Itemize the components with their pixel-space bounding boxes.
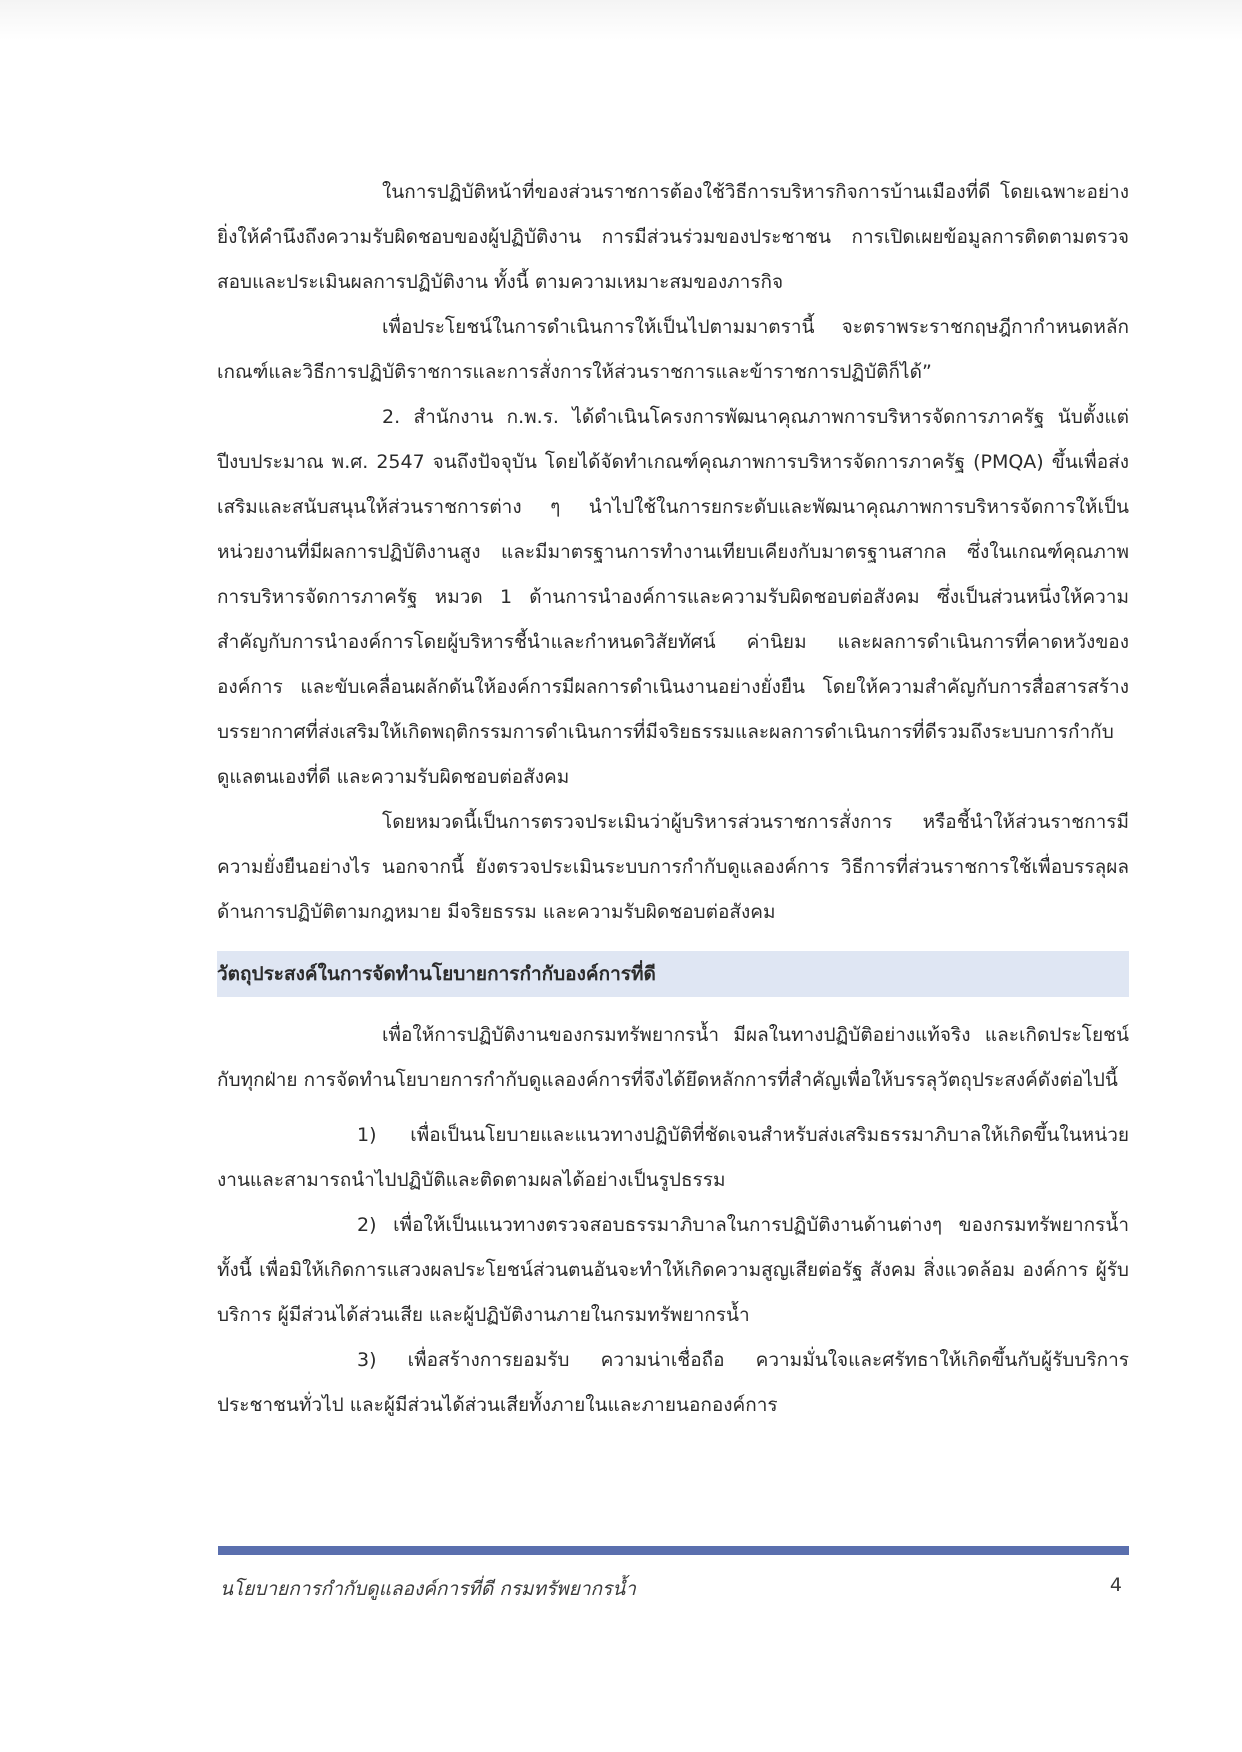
document-body xyxy=(217,170,1129,1428)
section-heading-objectives: วัตถุประสงค์ในการจัดทำนโยบายการกำกับองค์การที่ดี xyxy=(217,951,1129,997)
paragraph-governance-duty: ในการปฏิบัติหน้าที่ของส่วนราชการต้องใช้วิธีการบริหารกิจการบ้านเมืองที่ดี โดยเฉพาะอย่างยิ่งให้คำนึงถึงความรับผิดชอบของผู้ปฏิบัติงาน การมีส่วนร่วมของประชาชน การเปิดเผยข้อมูลการติดตามตรวจสอบและประเมินผลการปฏิบัติงาน ทั้งนี้ ตามความเหมาะสมของภารกิจ xyxy=(217,181,1129,293)
paragraph-objectives-intro: เพื่อให้การปฏิบัติงานของกรมทรัพยากรน้ำ มีผลในทางปฏิบัติอย่างแท้จริง และเกิดประโยชน์กับทุกฝ่าย การจัดทำนโยบายการกำกับดูแลองค์การที่จึงได้ยึดหลักการที่สำคัญเพื่อให้บรรลุวัตถุประสงค์ดังต่อไปนี้ xyxy=(217,1024,1129,1091)
paragraph-royal-decree: เพื่อประโยชน์ในการดำเนินการให้เป็นไปตามมาตรานี้ จะตราพระราชกฤษฎีกากำหนดหลักเกณฑ์และวิธีการปฏิบัติราชการและการสั่งการให้ส่วนราชการและข้าราชการปฏิบัติก็ได้” xyxy=(217,316,1129,383)
paragraph-category-assessment: โดยหมวดนี้เป็นการตรวจประเมินว่าผู้บริหารส่วนราชการสั่งการ หรือชี้นำให้ส่วนราชการมีความยั่งยืนอย่างไร นอกจากนี้ ยังตรวจประเมินระบบการกำกับดูแลองค์การ วิธีการที่ส่วนราชการใช้เพื่อบรรลุผลด้านการปฏิบัติตามกฎหมาย มีจริยธรรม และความรับผิดชอบต่อสังคม xyxy=(217,811,1129,923)
objective-item-2: 2) เพื่อให้เป็นแนวทางตรวจสอบธรรมาภิบาลในการปฏิบัติงานด้านต่างๆ ของกรมทรัพยากรน้ำ ทั้งนี้ เพื่อมิให้เกิดการแสวงผลประโยชน์ส่วนตนอันจะทำให้เกิดความสูญเสียต่อรัฐ สังคม สิ่งแวดล้อม องค์การ ผู้รับบริการ ผู้มีส่วนได้ส่วนเสีย และผู้ปฏิบัติงานภายในกรมทรัพยากรน้ำ xyxy=(217,1214,1129,1326)
page-number: 4 xyxy=(1109,1574,1122,1596)
paragraph-pmqa: 2. สำนักงาน ก.พ.ร. ได้ดำเนินโครงการพัฒนาคุณภาพการบริหารจัดการภาครัฐ นับตั้งแต่ปีงบประมาณ พ.ศ. 2547 จนถึงปัจจุบัน โดยได้จัดทำเกณฑ์คุณภาพการบริหารจัดการภาครัฐ (PMQA) ขึ้นเพื่อส่งเสริมและสนับสนุนให้ส่วนราชการต่าง ๆ นำไปใช้ในการยกระดับและพัฒนาคุณภาพการบริหารจัดการให้เป็นหน่วยงานที่มีผลการปฏิบัติงานสูง และมีมาตรฐานการทำงานเทียบเคียงกับมาตรฐานสากล ซึ่งในเกณฑ์คุณภาพการบริหารจัดการภาครัฐ หมวด 1 ด้านการนำองค์การและความรับผิดชอบต่อสังคม ซึ่งเป็นส่วนหนึ่งให้ความสำคัญกับการนำองค์การโดยผู้บริหารชี้นำและกำหนดวิสัยทัศน์ ค่านิยม และผลการดำเนินการที่คาดหวังขององค์การ และขับเคลื่อนผลักดันให้องค์การมีผลการดำเนินงานอย่างยั่งยืน โดยให้ความสำคัญกับการสื่อสารสร้างบรรยากาศที่ส่งเสริมให้เกิดพฤติกรรมการดำเนินการที่มีจริยธรรมและผลการดำเนินการที่ดีรวมถึงระบบการกำกับดูแลตนเองที่ดี และความรับผิดชอบต่อสังคม xyxy=(217,406,1129,788)
objective-item-3: 3) เพื่อสร้างการยอมรับ ความน่าเชื่อถือ ความมั่นใจและศรัทธาให้เกิดขึ้นกับผู้รับบริการประชาชนทั่วไป และผู้มีส่วนได้ส่วนเสียทั้งภายในและภายนอกองค์การ xyxy=(217,1349,1129,1416)
objective-item-1: 1) เพื่อเป็นนโยบายและแนวทางปฏิบัติที่ชัดเจนสำหรับส่งเสริมธรรมาภิบาลให้เกิดขึ้นในหน่วยงานและสามารถนำไปปฏิบัติและติดตามผลได้อย่างเป็นรูปธรรม xyxy=(217,1124,1129,1191)
footer-title: นโยบายการกำกับดูแลองค์การที่ดี กรมทรัพยากรน้ำ xyxy=(220,1578,636,1600)
footer-divider-bar xyxy=(218,1546,1129,1555)
